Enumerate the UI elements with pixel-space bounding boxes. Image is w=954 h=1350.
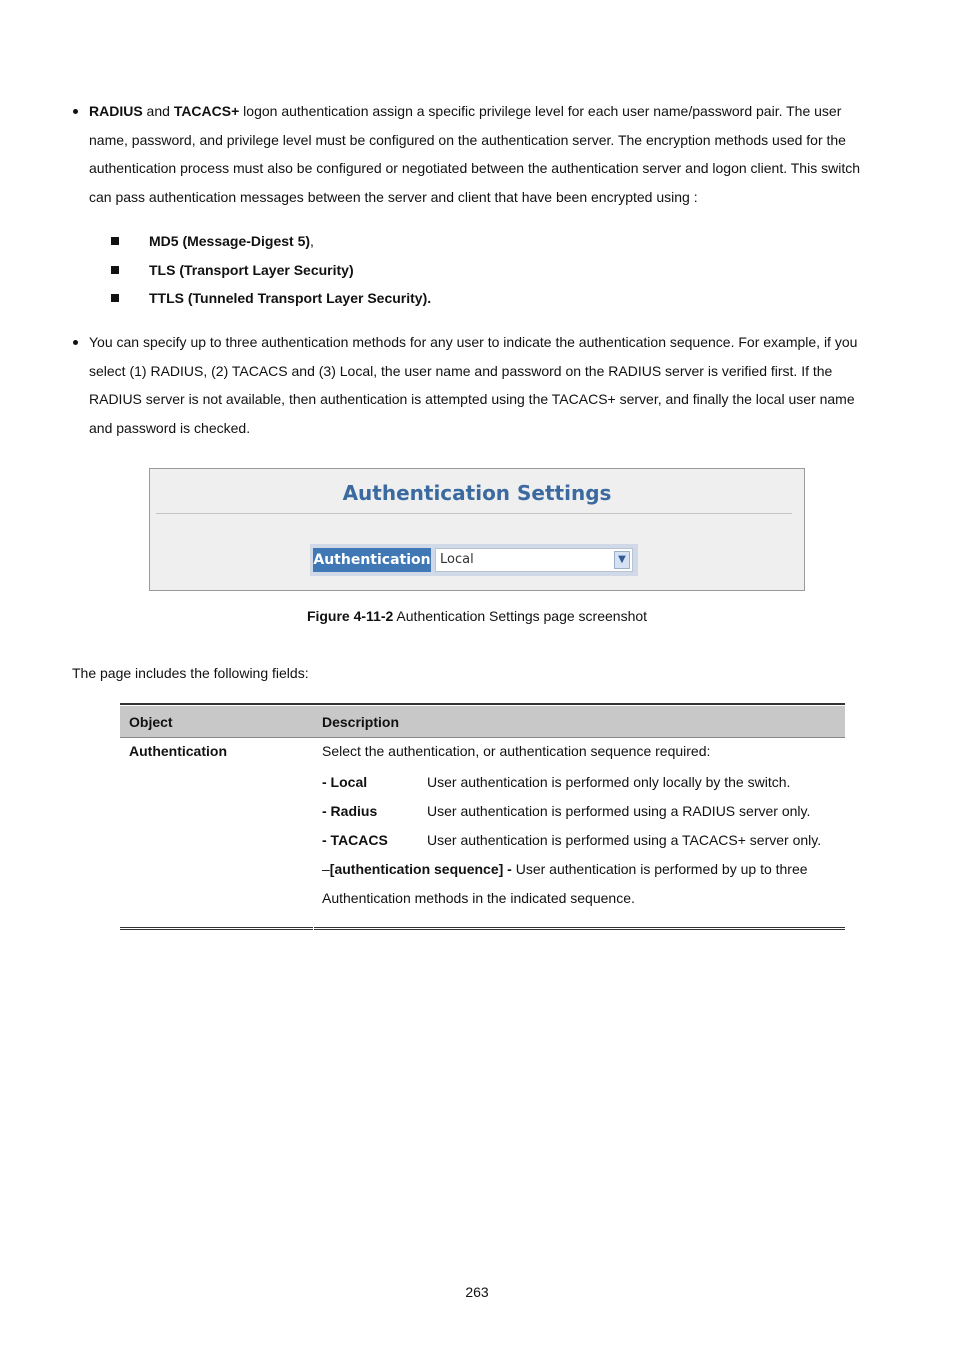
object-authentication: Authentication — [129, 743, 227, 759]
bullet-dot-2 — [73, 340, 78, 345]
bullet2-line-2: select (1) RADIUS, (2) TACACS and (3) Local, the user name and password on the RADIUS server is verified first. If the — [89, 362, 833, 379]
bullet2-line-1: You can specify up to three authentication methods for any user to indicate the authentication sequence. For example, if you — [89, 334, 858, 350]
figure-caption — [0, 608, 954, 624]
method-item-md5: MD5 (Message-Digest 5), — [149, 233, 314, 249]
bullet2-line-4: and password is checked. — [89, 420, 251, 437]
method-item-tls: TLS (Transport Layer Security) — [149, 262, 354, 278]
figure-caption-text: Authentication Settings page screenshot — [393, 608, 648, 624]
bullet1-line-3: authentication process must also be configured or negotiated between the authentication server and logon client. This switch — [89, 160, 860, 177]
figure-number: Figure 4-11-2 — [306, 608, 394, 624]
screenshot-divider — [156, 513, 792, 514]
bullet1-line-4: can pass authentication messages between the server and client that have been encrypted using : — [89, 189, 698, 206]
option-tacacs-name: - TACACS — [322, 832, 388, 848]
table-header — [120, 706, 845, 738]
sequence-description-line-2: Authentication methods in the indicated sequence. — [322, 890, 635, 906]
bullet-paragraph-1 — [89, 97, 889, 212]
bullet1-line-2: name, password, and privilege level must be configured on the authentication server. The encryption methods used for the — [89, 131, 846, 148]
sequence-description: –[authentication sequence] - User authentication is performed by up to three — [322, 861, 808, 877]
table-bottom-rule-right — [314, 927, 845, 930]
authentication-settings-screenshot — [149, 468, 805, 591]
fields-intro: The page includes the following fields: — [72, 665, 309, 681]
chevron-down-icon[interactable]: ▼ — [614, 551, 630, 569]
bullet1-line-1: RADIUS and TACACS+ logon authentication assign a specific privilege level for each user name/password pair. The user — [89, 103, 842, 119]
header-description: Description — [322, 714, 400, 730]
option-radius-text: User authentication is performed using a RADIUS server only. — [427, 803, 811, 819]
table-top-rule — [120, 703, 845, 705]
square-bullet-icon — [111, 237, 119, 245]
authentication-row — [310, 544, 638, 576]
authentication-select[interactable] — [435, 548, 633, 572]
authentication-label: Authentication — [313, 548, 431, 572]
method-item-ttls: TTLS (Tunneled Transport Layer Security). — [149, 290, 432, 306]
option-tacacs-text: User authentication is performed using a TACACS+ server only. — [427, 832, 822, 848]
square-bullet-icon — [111, 266, 119, 274]
screenshot-title: Authentication Settings — [342, 481, 612, 505]
bullet2-line-3: RADIUS server is not available, then authentication is attempted using the TACACS+ server, and finally the local user name — [89, 391, 855, 408]
page-number: 263 — [465, 1284, 489, 1300]
header-object: Object — [129, 714, 173, 730]
square-bullet-icon — [111, 294, 119, 302]
option-local-text: User authentication is performed only locally by the switch. — [427, 774, 791, 790]
description-intro: Select the authentication, or authentication sequence required: — [322, 743, 711, 759]
bullet-paragraph-2 — [89, 328, 889, 443]
authentication-select-value: Local — [440, 552, 474, 567]
table-bottom-rule-left — [120, 927, 313, 930]
option-radius-name: - Radius — [322, 803, 378, 819]
bullet-dot-1 — [73, 109, 78, 114]
option-local-name: - Local — [322, 774, 368, 790]
